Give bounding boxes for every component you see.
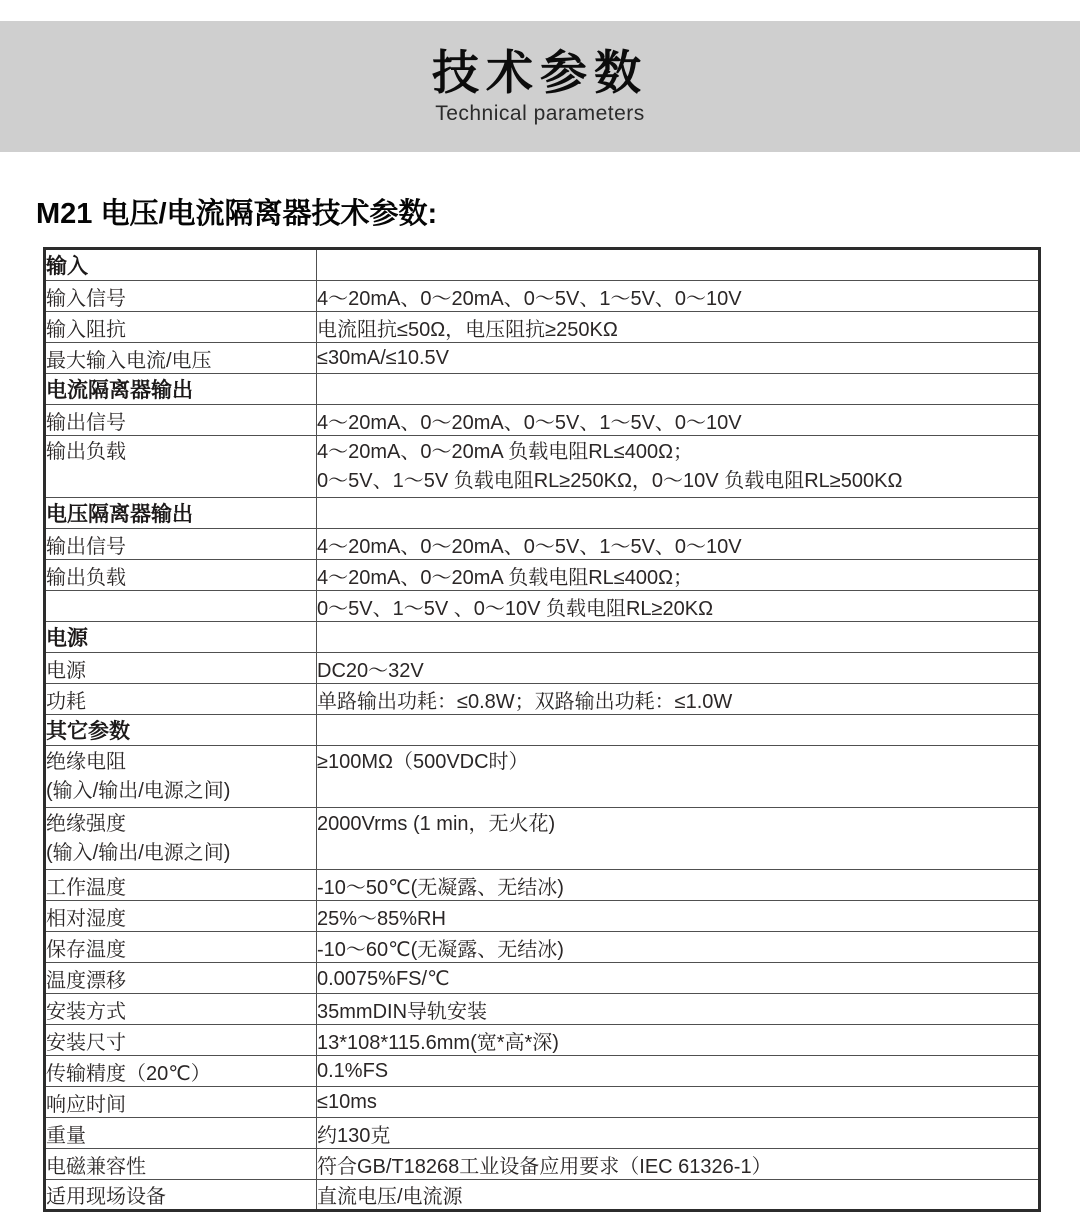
row-value (317, 715, 1040, 746)
table-row (45, 405, 1040, 436)
table-row (45, 281, 1040, 312)
row-value: ≤30mA/≤10.5V (317, 343, 1040, 374)
row-value: DC20～32V (317, 653, 1040, 684)
row-label: 电流隔离器输出 (45, 374, 317, 405)
row-label: 工作温度 (45, 870, 317, 901)
row-label: 电压隔离器输出 (45, 498, 317, 529)
table-row (45, 1087, 1040, 1118)
table-row (45, 436, 1040, 498)
row-value (317, 374, 1040, 405)
row-value: 4～20mA、0～20mA 负载电阻RL≤400Ω； 0～5V、1～5V 负载电阻RL≥250KΩ，0～10V 负载电阻RL≥500KΩ (317, 436, 1040, 498)
row-label: 输出信号 (45, 529, 317, 560)
row-label: 其它参数 (45, 715, 317, 746)
row-value: 2000Vrms (1 min，无火花) (317, 808, 1040, 870)
row-value (317, 622, 1040, 653)
row-value: 符合GB/T18268工业设备应用要求（IEC 61326-1） (317, 1149, 1040, 1180)
row-value: 4～20mA、0～20mA、0～5V、1～5V、0～10V (317, 405, 1040, 436)
row-label: 电磁兼容性 (45, 1149, 317, 1180)
row-label: 响应时间 (45, 1087, 317, 1118)
section-row-power (45, 622, 1040, 653)
row-value: ≥100MΩ（500VDC时） (317, 746, 1040, 808)
section-row-other (45, 715, 1040, 746)
table-row (45, 994, 1040, 1025)
row-value: 4～20mA、0～20mA、0～5V、1～5V、0～10V (317, 529, 1040, 560)
table-row (45, 1056, 1040, 1087)
table-row (45, 312, 1040, 343)
row-label (45, 591, 317, 622)
section-heading: M21 电压/电流隔离器技术参数: (36, 198, 438, 230)
table-row (45, 932, 1040, 963)
row-value: 直流电压/电流源 (317, 1180, 1040, 1211)
row-value: 35mmDIN导轨安装 (317, 994, 1040, 1025)
row-value: 13*108*115.6mm(宽*高*深) (317, 1025, 1040, 1056)
row-value: 电流阻抗≤50Ω，电压阻抗≥250KΩ (317, 312, 1040, 343)
row-value: 0～5V、1～5V 、0～10V 负载电阻RL≥20KΩ (317, 591, 1040, 622)
table-row (45, 343, 1040, 374)
table-row (45, 870, 1040, 901)
section-row-voltage-output (45, 498, 1040, 529)
table-row (45, 529, 1040, 560)
row-value (317, 249, 1040, 281)
table-row (45, 684, 1040, 715)
row-label: 保存温度 (45, 932, 317, 963)
row-value: 单路输出功耗：≤0.8W；双路输出功耗：≤1.0W (317, 684, 1040, 715)
row-label: 温度漂移 (45, 963, 317, 994)
row-value: -10～50℃(无凝露、无结冰) (317, 870, 1040, 901)
table-row (45, 963, 1040, 994)
row-label: 传输精度（20℃） (45, 1056, 317, 1087)
row-value: ≤10ms (317, 1087, 1040, 1118)
table-row (45, 1180, 1040, 1211)
table-row (45, 1118, 1040, 1149)
table-row (45, 808, 1040, 870)
row-label: 电源 (45, 622, 317, 653)
row-label: 重量 (45, 1118, 317, 1149)
row-label: 电源 (45, 653, 317, 684)
row-value: 4～20mA、0～20mA、0～5V、1～5V、0～10V (317, 281, 1040, 312)
table-row (45, 1025, 1040, 1056)
row-value: 约130克 (317, 1118, 1040, 1149)
row-label: 输入阻抗 (45, 312, 317, 343)
table-row (45, 591, 1040, 622)
row-label: 安装尺寸 (45, 1025, 317, 1056)
table-row (45, 560, 1040, 591)
page-title: 技术参数 (432, 45, 648, 99)
table-row (45, 1149, 1040, 1180)
page-subtitle: Technical parameters (435, 102, 645, 126)
table-row (45, 653, 1040, 684)
banner (0, 21, 1080, 152)
row-label: 输出信号 (45, 405, 317, 436)
spec-table (43, 247, 1041, 1212)
row-label: 功耗 (45, 684, 317, 715)
section-row-input (45, 249, 1040, 281)
row-value: 0.1%FS (317, 1056, 1040, 1087)
row-value (317, 498, 1040, 529)
row-value: 4～20mA、0～20mA 负载电阻RL≤400Ω； (317, 560, 1040, 591)
table-row (45, 901, 1040, 932)
row-value: 0.0075%FS/℃ (317, 963, 1040, 994)
table-row (45, 746, 1040, 808)
row-label: 输入 (45, 249, 317, 281)
row-label: 输入信号 (45, 281, 317, 312)
row-label: 输出负载 (45, 436, 317, 498)
row-label: 绝缘电阻 (输入/输出/电源之间) (45, 746, 317, 808)
row-label: 绝缘强度 (输入/输出/电源之间) (45, 808, 317, 870)
row-label: 相对湿度 (45, 901, 317, 932)
row-value: -10～60℃(无凝露、无结冰) (317, 932, 1040, 963)
row-value: 25%～85%RH (317, 901, 1040, 932)
row-label: 输出负载 (45, 560, 317, 591)
row-label: 适用现场设备 (45, 1180, 317, 1211)
section-row-current-output (45, 374, 1040, 405)
row-label: 安装方式 (45, 994, 317, 1025)
row-label: 最大输入电流/电压 (45, 343, 317, 374)
